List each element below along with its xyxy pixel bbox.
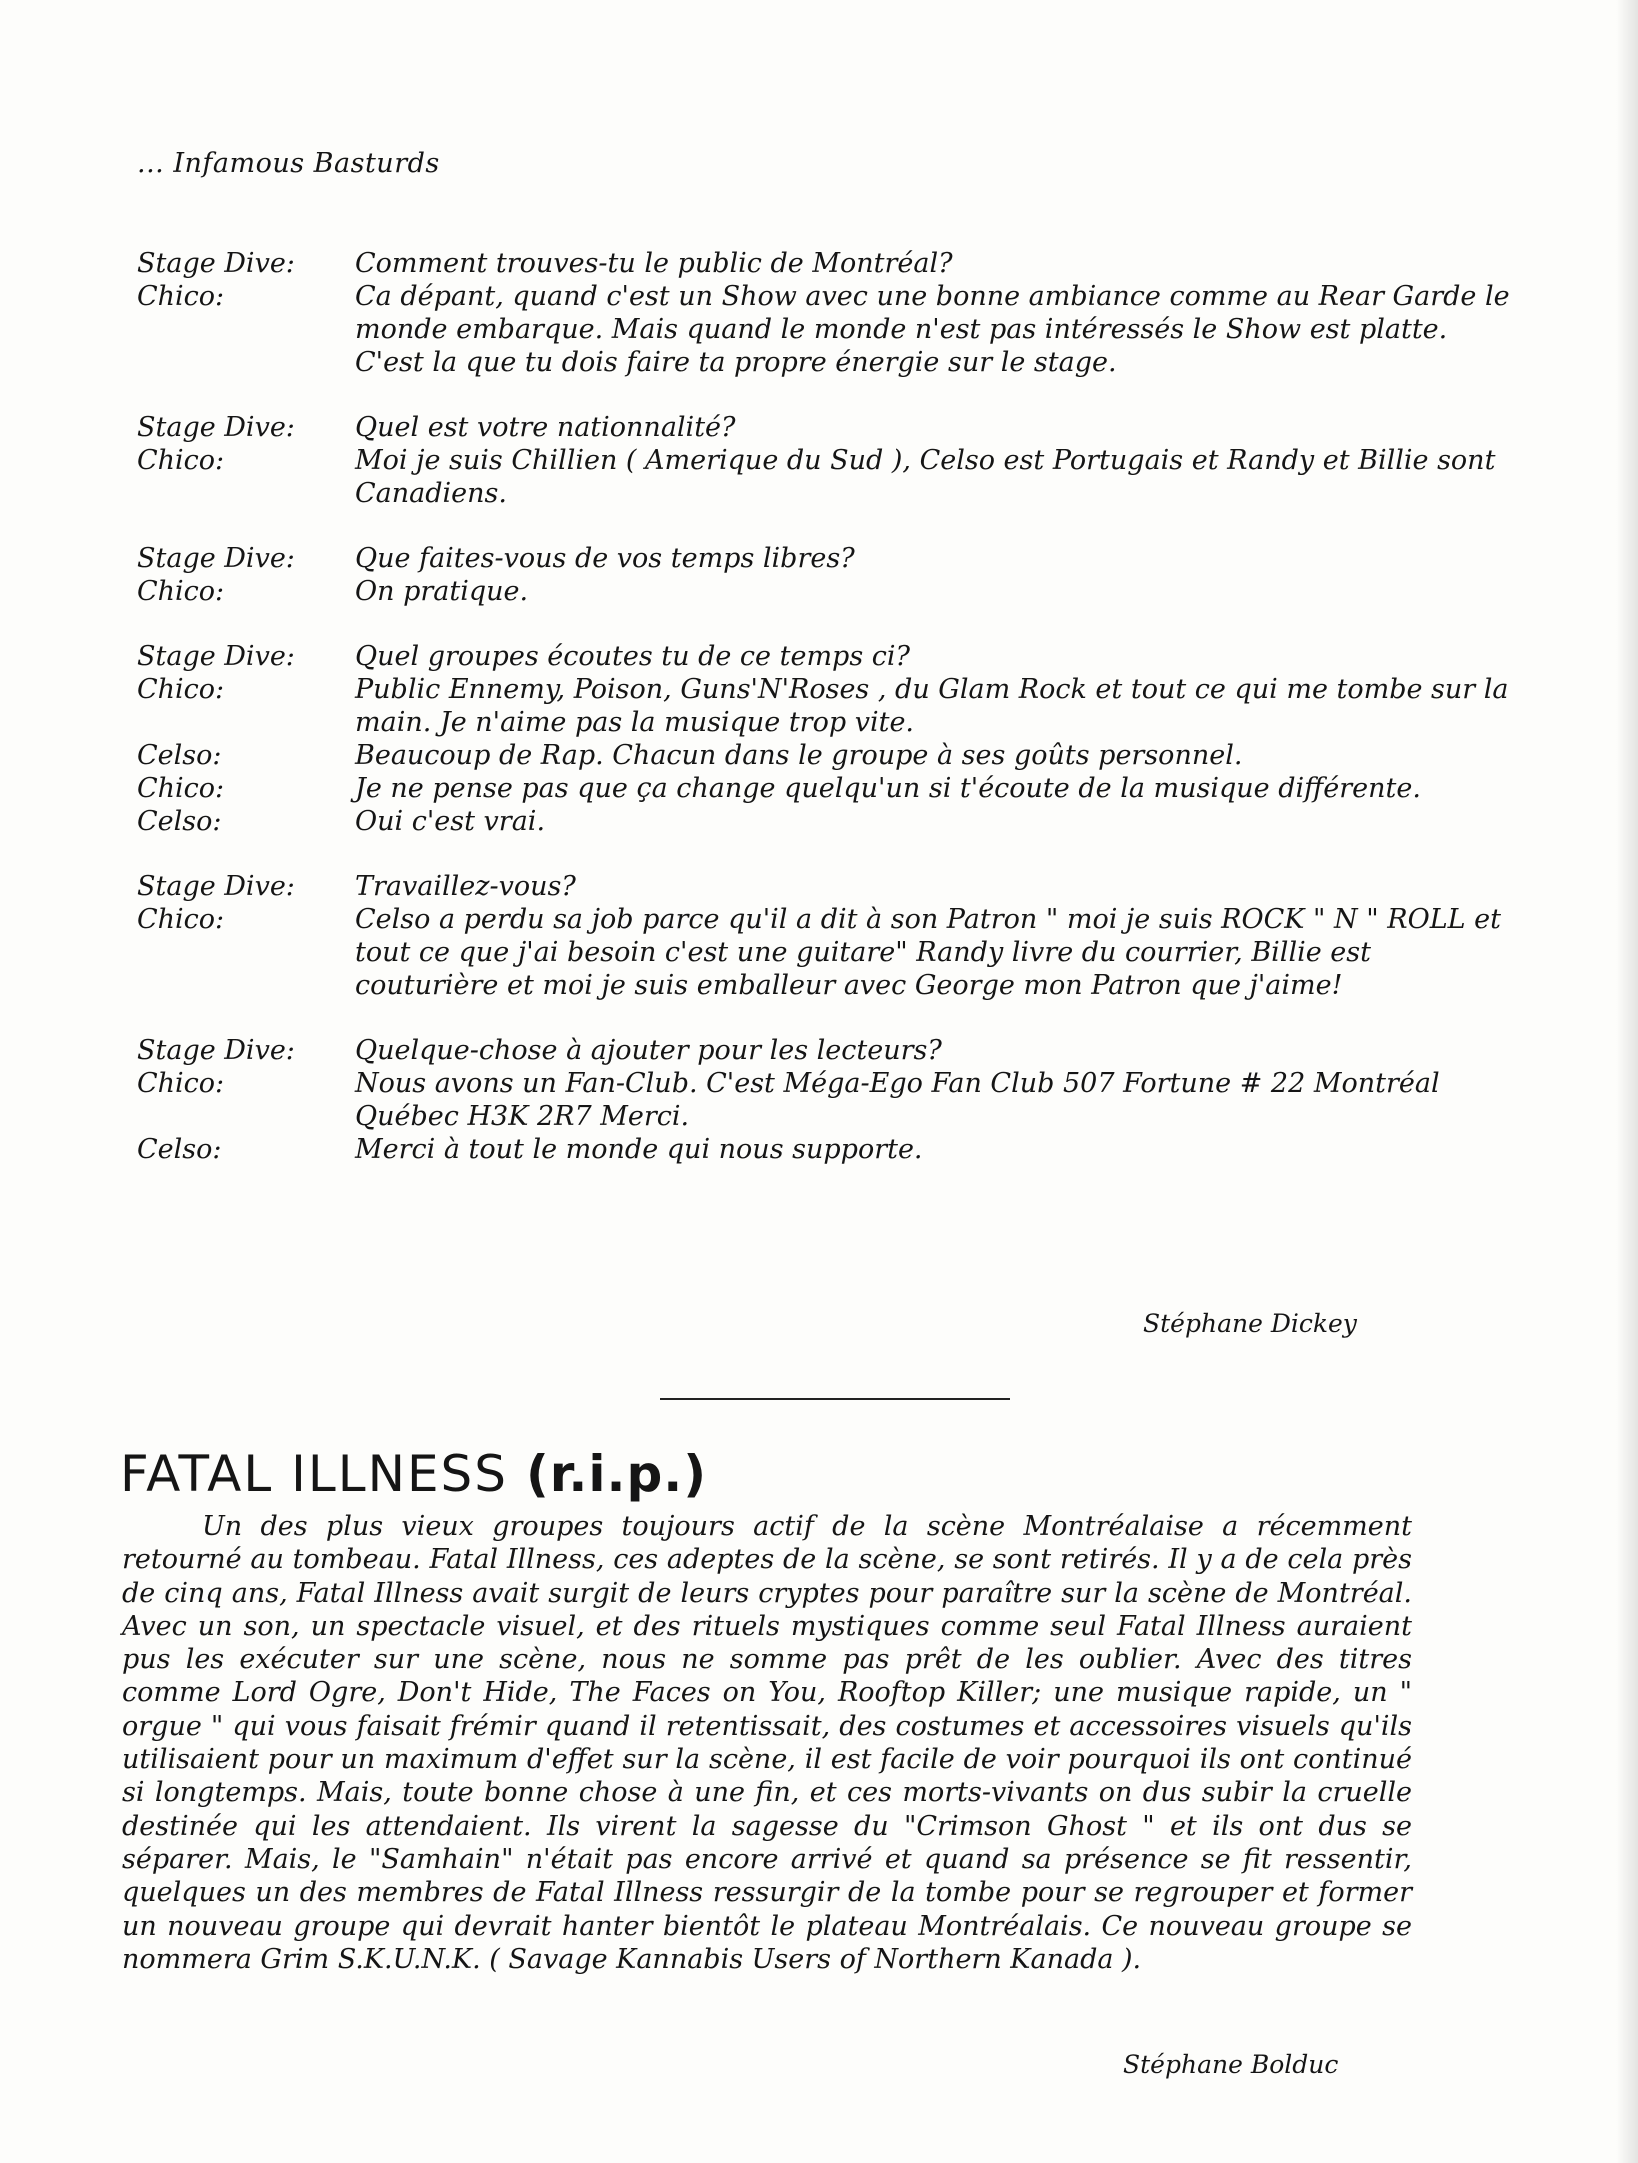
speaker-text: Oui c'est vrai. [355, 806, 546, 837]
speaker-label: Chico: [137, 445, 225, 476]
interview-line [137, 1133, 1517, 1166]
interview-line [137, 1034, 1517, 1067]
speaker-label: Celso: [137, 806, 222, 837]
section-title [120, 1445, 707, 1503]
interview-line [137, 640, 1517, 673]
speaker-label: Chico: [137, 674, 225, 705]
speaker-text: Ca dépant, quand c'est un Show avec une bonne ambiance comme au Rear Garde le monde embarque. Mais quand le monde n'est pas intéressés le Show est platte. C'est la que tu dois faire ta propre énergie sur le stage. [355, 281, 1510, 378]
author-signature: Stéphane Dickey [1143, 1309, 1357, 1338]
interview-line [137, 739, 1517, 772]
section-title-text: FATAL ILLNESS [120, 1445, 509, 1503]
speaker-label: Celso: [137, 1134, 222, 1165]
speaker-text: Comment trouves-tu le public de Montréal? [355, 248, 953, 279]
speaker-text: Moi je suis Chillien ( Amerique du Sud ), Celso est Portugais et Randy et Billie sont Canadiens. [355, 445, 1496, 509]
speaker-text: Que faites-vous de vos temps libres? [355, 543, 855, 574]
interview-line [137, 411, 1517, 444]
speaker-label: Chico: [137, 576, 225, 607]
interview-line [137, 772, 1517, 805]
speaker-text: On pratique. [355, 576, 529, 607]
section-title-suffix: (r.i.p.) [525, 1445, 708, 1503]
interview-line [137, 575, 1517, 608]
speaker-text: Quelque-chose à ajouter pour les lecteurs? [355, 1035, 942, 1066]
speaker-label: Stage Dive: [137, 871, 295, 902]
interview-line [137, 280, 1517, 379]
interview-line [137, 805, 1517, 838]
interview-exchange [137, 542, 1517, 608]
speaker-label: Chico: [137, 281, 225, 312]
speaker-label: Stage Dive: [137, 543, 295, 574]
interview-line [137, 1067, 1517, 1133]
speaker-label: Stage Dive: [137, 248, 295, 279]
speaker-text: Je ne pense pas que ça change quelqu'un si t'écoute de la musique différente. [355, 773, 1421, 804]
speaker-label: Stage Dive: [137, 412, 295, 443]
continued-header: ... Infamous Basturds [137, 148, 440, 179]
interview-line [137, 247, 1517, 280]
speaker-text: Celso a perdu sa job parce qu'il a dit à son Patron " moi je suis ROCK " N " ROLL et tout ce que j'ai besoin c'est une guitare" Randy livre du courrier, Billie est couturière et moi je suis emballeur avec George mon Patron que j'aime! [355, 904, 1501, 1001]
speaker-label: Chico: [137, 1068, 225, 1099]
speaker-label: Chico: [137, 773, 225, 804]
interview-exchange [137, 247, 1517, 379]
interview-exchange [137, 411, 1517, 510]
speaker-text: Merci à tout le monde qui nous supporte. [355, 1134, 923, 1165]
interview-exchange [137, 1034, 1517, 1166]
author-signature: Stéphane Bolduc [1123, 2050, 1339, 2079]
speaker-text: Quel est votre nationnalité? [355, 412, 736, 443]
interview-line [137, 903, 1517, 1002]
interview-exchange [137, 640, 1517, 838]
speaker-label: Chico: [137, 904, 225, 935]
page-fold-shadow [1616, 0, 1638, 2163]
interview-line [137, 444, 1517, 510]
interview-exchange [137, 870, 1517, 1002]
speaker-text: Beaucoup de Rap. Chacun dans le groupe à ses goûts personnel. [355, 740, 1243, 771]
interview-line [137, 870, 1517, 903]
speaker-text: Public Ennemy, Poison, Guns'N'Roses , du Glam Rock et tout ce qui me tombe sur la main. Je n'aime pas la musique trop vite. [355, 674, 1509, 738]
speaker-text: Nous avons un Fan-Club. C'est Méga-Ego Fan Club 507 Fortune # 22 Montréal Québec H3K 2R7 Merci. [355, 1068, 1440, 1132]
speaker-text: Travaillez-vous? [355, 871, 576, 902]
interview-line [137, 673, 1517, 739]
interview-transcript [137, 247, 1517, 1198]
speaker-label: Stage Dive: [137, 1035, 295, 1066]
speaker-label: Stage Dive: [137, 641, 295, 672]
interview-line [137, 542, 1517, 575]
speaker-label: Celso: [137, 740, 222, 771]
article-paragraph: Un des plus vieux groupes toujours actif de la scène Montréalaise a récemment retourné au tombeau. Fatal Illness, ces adeptes de la scène, se sont retirés. Il y a de cela près de cinq ans, Fatal Illness avait surgit de leurs cryptes pour paraître sur la scène de Montréal. Avec un son, un spectacle visuel, et des rituels mystiques comme seul Fatal Illness auraient pus les exécuter sur une scène, nous ne somme pas prêt de les oublier. Avec des titres comme Lord Ogre, Don't Hide, The Faces on You, Rooftop Killer; une musique rapide, un " orgue " qui vous faisait frémir quand il retentissait, des costumes et accessoires visuels qu'ils utilisaient pour un maximum d'effet sur la scène, il est facile de voir pourquoi ils ont continué si longtemps. Mais, toute bonne chose à une fin, et ces morts-vivants on dus subir la cruelle destinée qui les attendaient. Ils virent la sagesse du "Crimson Ghost " et ils ont dus se séparer. Mais, le "Samhain" n'était pas encore arrivé et quand sa présence se fit ressentir, quelques un des membres de Fatal Illness ressurgir de la tombe pour se regrouper et former un nouveau groupe qui devrait hanter bientôt le plateau Montréalais. Ce nouveau groupe se nommera Grim S.K.U.N.K. ( Savage Kannabis Users of Northern Kanada ). [122, 1511, 1412, 1975]
section-divider [660, 1398, 1010, 1400]
speaker-text: Quel groupes écoutes tu de ce temps ci? [355, 641, 911, 672]
